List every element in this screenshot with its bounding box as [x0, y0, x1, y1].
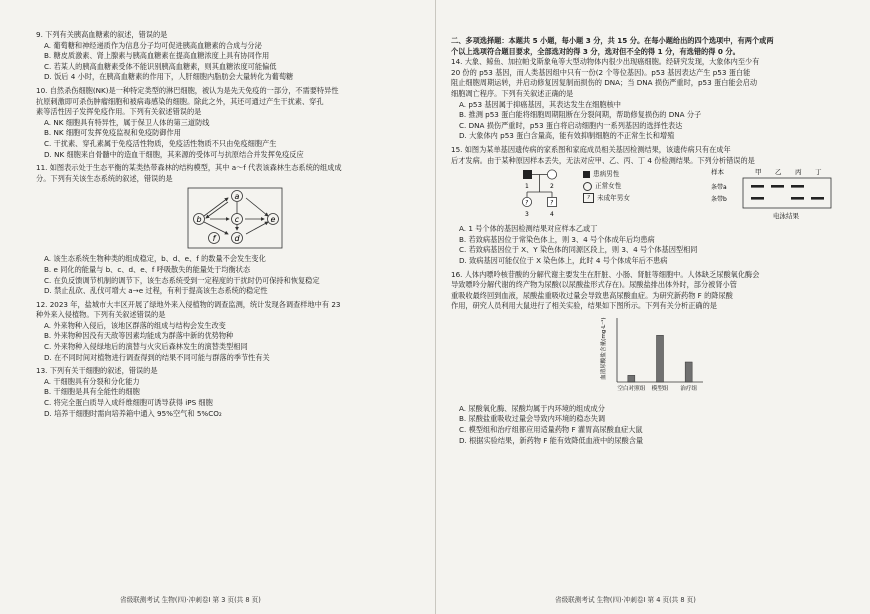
- q16-option-d: D. 根据实验结果，新药物 F 能有效降低血液中的尿酸含量: [459, 435, 644, 445]
- q15-option-b: B. 若致病基因位于常染色体上，则 3、4 号个体成年后均患病: [459, 234, 655, 244]
- q13-option-b: B. 干细胞是具有全能性的细胞: [44, 387, 140, 397]
- q12-stem-line1: 12. 2023 年，盐城市大丰区开展了绿地外来入侵植物的调查监测，统计发现各调查样地中有 23: [36, 299, 341, 309]
- uric-acid-bar-chart: [583, 314, 733, 402]
- diagram-label-a: a: [234, 192, 240, 202]
- diagram-label-f: f: [212, 234, 216, 244]
- legend-minor-label: 未成年男女: [597, 194, 630, 203]
- legend-affected-male-label: 患病男性: [593, 170, 620, 179]
- q16-option-b: B. 尿酸盐重吸收过量会导致内环境的稳态失调: [459, 414, 606, 424]
- ecosystem-diagram: [184, 186, 294, 252]
- pedigree-number-2: 2: [550, 183, 554, 191]
- q10-option-d: D. NK 细胞来自骨髓中的造血干细胞，其来源的受体可与抗原结合并发挥免疫反应: [44, 149, 304, 159]
- diagram-label-e: e: [270, 215, 276, 225]
- gel-band-ding-b: [811, 197, 824, 200]
- chart-category-label-0: 空白对照组: [617, 385, 646, 392]
- pedigree-number-4: 4: [550, 211, 554, 219]
- q12-option-c: C. 外来物种入侵绿地后的演替与火灾后森林发生的演替类型相同: [44, 342, 248, 352]
- q14-stem-line3: 阻止细胞周期运转，并启动修复因复制而损伤的 DNA；当 DNA 损伤严重时，p53 蛋白能会启动: [451, 78, 758, 88]
- q10-option-b: B. NK 细胞可发挥免疫监视和免疫防御作用: [44, 128, 181, 138]
- q11-option-b: B. e 同化的能量与 b、c、d、e、f 呼吸散失的能量处于均衡状态: [44, 264, 251, 274]
- chart-y-label: 血清尿酸盐含量(mg·L⁻¹): [601, 317, 607, 380]
- gel-row-b: 条带b: [711, 196, 727, 204]
- q11-stem-line1: 11. 如图表示处于生态平衡的某类热带森林的结构模型，其中 a～f 代表该森林生态系统的组成成: [36, 163, 342, 173]
- gel-caption: 电泳结果: [773, 212, 799, 221]
- q14-option-d: D. 大象体内 p53 蛋白含量高，能有效抑制细胞的不正常生长和增殖: [459, 131, 675, 141]
- chart-bar-1: [657, 335, 664, 382]
- question-11: [36, 163, 417, 297]
- pedigree-number-3: 3: [525, 211, 529, 219]
- q13-option-d: D. 培养干细胞时需向培养箱中通入 95%空气和 5%CO₂: [44, 408, 222, 418]
- gel-frame: [743, 178, 831, 208]
- right-page: [435, 0, 870, 614]
- gel-band-bing-a: [791, 185, 804, 188]
- legend-normal-female: [583, 180, 630, 192]
- gel-row-a: 条带a: [711, 184, 727, 192]
- gel-band-bing-b: [791, 197, 804, 200]
- legend-affected-male: [583, 168, 630, 180]
- chart-category-label-2: 治疗组: [680, 385, 698, 392]
- q10-stem-line1: 10. 自然杀伤细胞(NK)是一种特定类型的淋巴细胞，被认为是先天免疫的一部分，不需要特异性: [36, 85, 339, 95]
- q16-stem-line1: 16. 人体内嘌呤核苷酸的分解代谢主要发生在肝脏、小肠、肾脏等细胞中。人体缺乏尿酸氧化酶会: [451, 269, 760, 279]
- gel-band-yi-a: [771, 185, 784, 188]
- question-13: [36, 366, 417, 419]
- q16-option-a: A. 尿酸氧化酶、尿酸均属于内环境的组成成分: [459, 403, 605, 413]
- q10-option-c: C. 干扰素、穿孔素属于免疫活性物质，免疫活性物质不只由免疫细胞产生: [44, 138, 277, 148]
- q12-option-d: D. 在不同时间对植物进行调查得到的结果不同可能与群落的季节性有关: [44, 352, 270, 362]
- gel-band-jia-b: [751, 197, 764, 200]
- pedigree-legend: [583, 168, 630, 204]
- right-page-footer: 省级联测考试 生物(四)·冲刺卷Ⅰ 第 4 页(共 8 页): [555, 596, 696, 604]
- q12-stem-line2: 种外来入侵植物。下列有关叙述错误的是: [36, 310, 166, 320]
- diagram-label-d: d: [234, 234, 240, 244]
- legend-normal-female-label: 正常女性: [595, 182, 622, 191]
- pedigree-number-1: 1: [525, 183, 529, 191]
- q9-stem: 9. 下列有关胰高血糖素的叙述，错误的是: [36, 30, 168, 39]
- gel-col-ding: 丁: [815, 168, 822, 177]
- diagram-nodes: [194, 191, 279, 244]
- q16-stem-line3: 重吸收最终回到血液，尿酸盐重吸收过量会导致患高尿酸血症。为研究新药物 F 的降尿酸: [451, 290, 733, 300]
- q9-option-a: A. 葡萄糖和神经递质作为信息分子均可促进胰高血糖素的合成与分泌: [44, 40, 262, 50]
- q13-option-c: C. 将完全蛋白质导入成纤维细胞可诱导获得 iPS 细胞: [44, 398, 213, 408]
- question-10: [36, 86, 417, 160]
- gel-col-yi: 乙: [775, 168, 782, 177]
- gel-col-bing: 丙: [795, 168, 802, 177]
- q16-stem-line2: 导致嘌呤分解代谢的终产物为尿酸(以尿酸盐形式存在)。尿酸盐排出体外时，部分被肾小管: [451, 280, 737, 290]
- question-9: [36, 30, 417, 83]
- q10-stem-line3: 素等活性因子发挥免疫作用。下列有关叙述错误的是: [36, 107, 202, 117]
- diagram-label-b: b: [196, 215, 202, 225]
- q9-option-d: D. 饭后 4 小时，在胰高血糖素的作用下，人肝细胞内脂肪会大量转化为葡萄糖: [44, 72, 294, 82]
- q16-stem-line4: 作用，研究人员利用大鼠进行了相关实验，结果如下图所示。下列有关分析正确的是: [451, 301, 717, 311]
- q14-stem-line4: 细胞凋亡程序。下列有关叙述正确的是: [451, 88, 574, 98]
- q14-stem-line1: 14. 大象、鲸鱼、加拉帕戈斯象龟等大型动物体内很少出现癌细胞。经研究发现，大象体内至少有: [451, 57, 760, 67]
- legend-minor: ? 未成年男女: [583, 192, 630, 204]
- gel-sample-label: 样本: [711, 168, 724, 177]
- q12-option-a: A. 外来物种入侵后，该地区群落的组成与结构会发生改变: [44, 320, 226, 330]
- q15-option-d: D. 致病基因可能仅位于 X 染色体上，此时 4 号个体成年后不患病: [459, 255, 668, 265]
- question-15: [451, 145, 848, 267]
- electrophoresis-result: [709, 166, 839, 222]
- q11-option-c: C. 在负反馈调节机制的调节下，该生态系统受到一定程度的干扰时仍可保持和恢复稳定: [44, 275, 320, 285]
- q11-option-a: A. 该生态系统生物种类的组成稳定，b、d、e、f 的数量不会发生变化: [44, 254, 266, 264]
- q16-option-c: C. 模型组和治疗组都应用适量药物 F 灌胃高尿酸血症大鼠: [459, 425, 643, 435]
- question-16: [451, 270, 848, 447]
- diagram-label-c: c: [234, 215, 240, 225]
- q15-option-c: C. 若致病基因位于 X、Y 染色体的同源区段上，则 3、4 号个体基因型相同: [459, 245, 698, 255]
- q11-option-d: D. 禁止乱砍、乱伐可增大 a→e 过程，有利于提高该生态系统的稳定性: [44, 286, 268, 296]
- svg-text:?: ?: [550, 199, 554, 207]
- q15-figures: [451, 166, 848, 224]
- q13-stem: 13. 下列有关干细胞的叙述，错误的是: [36, 366, 158, 376]
- q15-stem-line1: 15. 如图为某单基因遗传病的家系图和家庭成员相关基因检测结果，该遗传病只有在成年: [451, 144, 731, 154]
- q14-option-a: A. p53 基因属于抑癌基因，其表达发生在细胞核中: [459, 99, 621, 109]
- q15-stem-line2: 后才发病。由于某种原因样本丢失，无法对应甲、乙、丙、丁 4 份检测结果。下列分析错误的是: [451, 155, 755, 165]
- q9-option-c: C. 若某人的胰高血糖素受体不能识别胰高血糖素，则其血糖浓度可能偏低: [44, 61, 277, 71]
- gel-band-jia-a: [751, 185, 764, 188]
- chart-bar-0: [628, 375, 635, 382]
- pedigree-chart: [513, 166, 583, 222]
- pedigree-father: [523, 170, 532, 179]
- q14-option-b: B. 推测 p53 蛋白能将细胞周期阻断在分裂间期，帮助修复损伤的 DNA 分子: [459, 110, 702, 120]
- q14-option-c: C. DNA 损伤严重时，p53 蛋白将启动细胞内一系列基因的选择性表达: [459, 120, 683, 130]
- q11-stem-line2: 分。下列有关该生态系统的叙述，错误的是: [36, 173, 173, 183]
- q10-stem-line2: 抗原刺激即可杀伤肿瘤细胞和被病毒感染的细胞。除此之外，其还可通过产生干扰素、穿孔: [36, 96, 324, 106]
- q10-option-a: A. NK 细胞具有特异性，属于保卫人体的第三道防线: [44, 117, 210, 127]
- svg-text:?: ?: [525, 199, 529, 207]
- section-header-line1: 二、多项选择题：本题共 5 小题，每小题 3 分，共 15 分。在每小题给出的四个选项中，有两个或两: [451, 36, 774, 45]
- chart-bar-2: [685, 362, 692, 382]
- q9-option-b: B. 糖皮质激素、肾上腺素与胰高血糖素在提高血糖浓度上具有协同作用: [44, 51, 270, 61]
- gel-col-jia: 甲: [755, 168, 762, 177]
- chart-category-label-1: 模型组: [651, 385, 669, 392]
- left-page-footer: 省级联测考试 生物(四)·冲刺卷Ⅰ 第 3 页(共 8 页): [120, 596, 261, 604]
- q13-option-a: A. 干细胞具有分裂和分化能力: [44, 376, 140, 386]
- pedigree-mother: [547, 170, 556, 179]
- q15-option-a: A. 1 号个体的基因检测结果对应样本乙或丁: [459, 224, 598, 234]
- q14-stem-line2: 20 份的 p53 基因，而人类基因组中只有一份(2 个等位基因)。p53 基因表达产生 p53 蛋白能: [451, 67, 751, 77]
- q12-option-b: B. 外来物种因没有天敌等因素均能成为群落中新的优势物种: [44, 331, 234, 341]
- question-12: [36, 300, 417, 364]
- section-header-line2: 个以上选项符合题目要求，全部选对的得 3 分，选对但不全的得 1 分，有选错的得 0 分。: [451, 46, 740, 56]
- question-14: [451, 57, 848, 142]
